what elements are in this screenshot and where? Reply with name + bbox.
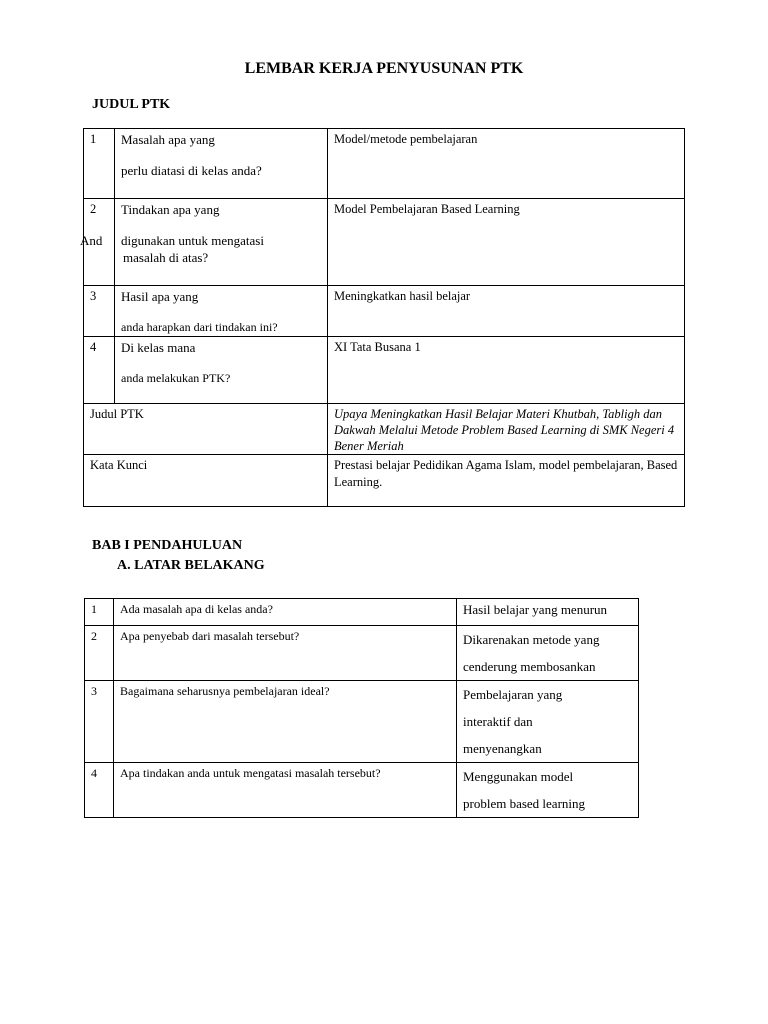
question-line: anda melakukan PTK? bbox=[121, 371, 231, 385]
question-line: Masalah apa yang bbox=[121, 132, 215, 147]
question-line: masalah di atas? bbox=[123, 250, 209, 265]
row-number: 2 bbox=[85, 626, 114, 681]
question-cell: Apa tindakan anda untuk mengatasi masalah tersebut? bbox=[114, 763, 457, 818]
question-cell bbox=[115, 129, 328, 199]
judul-heading: JUDUL PTK bbox=[92, 97, 171, 112]
row-number: 2 bbox=[84, 199, 115, 286]
answer-line: menyenangkan bbox=[463, 741, 542, 756]
row-number: 3 bbox=[85, 681, 114, 763]
answer-line: Menggunakan model bbox=[463, 769, 574, 784]
question-line: digunakan untuk mengatasi bbox=[121, 233, 264, 248]
answer-cell bbox=[457, 626, 639, 681]
answer-cell bbox=[457, 763, 639, 818]
question-line: perlu diatasi di kelas anda? bbox=[121, 163, 262, 178]
answer-line: Dikarenakan metode yang bbox=[463, 632, 600, 647]
answer-line: Pembelajaran yang bbox=[463, 687, 563, 702]
ptk-worksheet-table bbox=[83, 128, 685, 507]
row-number: 4 bbox=[85, 763, 114, 818]
and-text: And bbox=[80, 233, 103, 248]
question-cell: Bagaimana seharusnya pembelajaran ideal? bbox=[114, 681, 457, 763]
judul-value: Upaya Meningkatkan Hasil Belajar Materi Khutbah, Tabligh dan Dakwah Melalui Metode Problem Based Learning di SMK Negeri 4 Bener Meriah bbox=[328, 404, 685, 455]
question-line: anda harapkan dari tindakan ini? bbox=[121, 320, 278, 334]
question-cell bbox=[115, 286, 328, 337]
question-line: Tindakan apa yang bbox=[121, 202, 220, 217]
row-number: 1 bbox=[85, 599, 114, 626]
question-line: Di kelas mana bbox=[121, 340, 196, 355]
answer-cell: XI Tata Busana 1 bbox=[328, 337, 685, 404]
question-cell: Ada masalah apa di kelas anda? bbox=[114, 599, 457, 626]
table-row bbox=[84, 337, 685, 404]
kata-kunci-value: Prestasi belajar Pedidikan Agama Islam, model pembelajaran, Based Learning. bbox=[328, 455, 685, 507]
latar-belakang-table bbox=[84, 598, 639, 818]
question-line: Hasil apa yang bbox=[121, 289, 199, 304]
table-row bbox=[85, 626, 639, 681]
table-row bbox=[84, 199, 685, 286]
answer-line: problem based learning bbox=[463, 796, 586, 811]
question-cell bbox=[115, 199, 328, 286]
table-row bbox=[85, 763, 639, 818]
table-row bbox=[85, 599, 639, 626]
section-heading: A. LATAR BELAKANG bbox=[117, 558, 265, 573]
answer-cell: Meningkatkan hasil belajar bbox=[328, 286, 685, 337]
judul-label: Judul PTK bbox=[84, 404, 328, 455]
table-row bbox=[85, 681, 639, 763]
table-row bbox=[84, 404, 685, 455]
row-number: 1 bbox=[84, 129, 115, 199]
table-row bbox=[84, 129, 685, 199]
question-cell: Apa penyebab dari masalah tersebut? bbox=[114, 626, 457, 681]
question-cell bbox=[115, 337, 328, 404]
row-number: 3 bbox=[84, 286, 115, 337]
answer-cell: Model/metode pembelajaran bbox=[328, 129, 685, 199]
answer-line: interaktif dan bbox=[463, 714, 533, 729]
table-row bbox=[84, 286, 685, 337]
table-row bbox=[84, 455, 685, 507]
answer-cell: Hasil belajar yang menurun bbox=[457, 599, 639, 626]
answer-cell bbox=[457, 681, 639, 763]
kata-kunci-label: Kata Kunci bbox=[84, 455, 328, 507]
answer-cell: Model Pembelajaran Based Learning bbox=[328, 199, 685, 286]
chapter-heading: BAB I PENDAHULUAN bbox=[92, 538, 243, 553]
page-title: LEMBAR KERJA PENYUSUNAN PTK bbox=[244, 60, 524, 77]
answer-line: cenderung membosankan bbox=[463, 659, 596, 674]
row-number: 4 bbox=[84, 337, 115, 404]
